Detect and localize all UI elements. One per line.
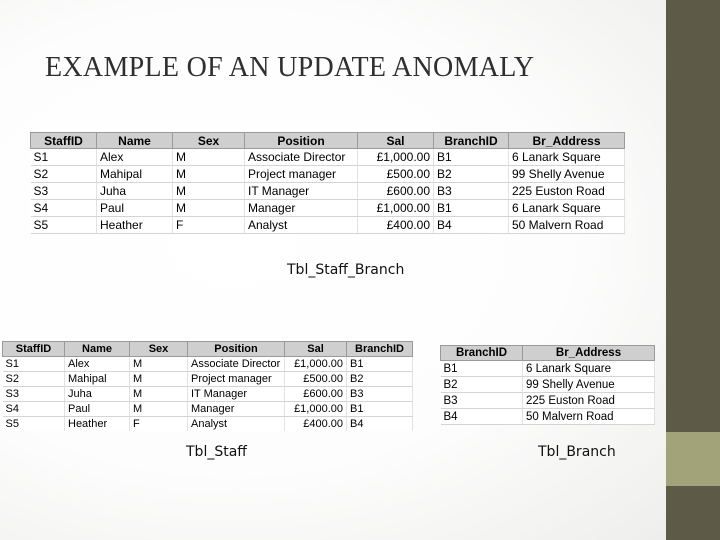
cell-branchid: B1 xyxy=(441,361,523,377)
cell-br-address: 6 Lanark Square xyxy=(523,361,655,377)
cell-br-address: 6 Lanark Square xyxy=(509,200,625,217)
cell-position: Project manager xyxy=(188,372,285,387)
table-header-row xyxy=(31,133,625,149)
table-header-row xyxy=(441,346,655,361)
cell-staffid: S3 xyxy=(31,183,97,200)
header-branchid: BranchID xyxy=(441,346,523,361)
cell-branchid: B3 xyxy=(441,393,523,409)
cell-sex: M xyxy=(130,387,188,402)
header-branchid: BranchID xyxy=(347,342,413,357)
cell-position: Manager xyxy=(188,402,285,417)
cell-br-address: 6 Lanark Square xyxy=(509,149,625,166)
cell-sex: F xyxy=(130,417,188,432)
cell-sal: £400.00 xyxy=(358,217,434,234)
header-sex: Sex xyxy=(173,133,245,149)
cell-name: Mahipal xyxy=(65,372,130,387)
cell-sal: £600.00 xyxy=(358,183,434,200)
cell-sex: M xyxy=(130,357,188,372)
header-branchid: BranchID xyxy=(434,133,509,149)
cell-position: Associate Director xyxy=(245,149,358,166)
cell-position: IT Manager xyxy=(245,183,358,200)
cell-sex: F xyxy=(173,217,245,234)
cell-branchid: B2 xyxy=(441,377,523,393)
cell-sal: £1,000.00 xyxy=(358,200,434,217)
header-name: Name xyxy=(97,133,173,149)
cell-br-address: 50 Malvern Road xyxy=(509,217,625,234)
cell-sal: £1,000.00 xyxy=(285,357,347,372)
cell-sex: M xyxy=(130,372,188,387)
header-br-address: Br_Address xyxy=(523,346,655,361)
table-row xyxy=(441,377,655,393)
cell-name: Alex xyxy=(65,357,130,372)
cell-sal: £1,000.00 xyxy=(358,149,434,166)
cell-name: Paul xyxy=(65,402,130,417)
cell-sex: M xyxy=(173,166,245,183)
staff-table xyxy=(2,341,413,431)
cell-staffid: S4 xyxy=(31,200,97,217)
cell-staffid: S5 xyxy=(3,417,65,432)
cell-position: Analyst xyxy=(188,417,285,432)
cell-staffid: S1 xyxy=(3,357,65,372)
cell-sex: M xyxy=(173,200,245,217)
cell-branchid: B1 xyxy=(434,200,509,217)
table-row xyxy=(31,149,625,166)
cell-branchid: B1 xyxy=(347,402,413,417)
cell-sal: £1,000.00 xyxy=(285,402,347,417)
cell-name: Juha xyxy=(97,183,173,200)
table-row xyxy=(31,200,625,217)
cell-branchid: B1 xyxy=(434,149,509,166)
staff-table-clip xyxy=(0,341,414,431)
cell-sal: £500.00 xyxy=(358,166,434,183)
header-br-address: Br_Address xyxy=(509,133,625,149)
cell-staffid: S5 xyxy=(31,217,97,234)
cell-br-address: 99 Shelly Avenue xyxy=(509,166,625,183)
header-position: Position xyxy=(245,133,358,149)
table-row xyxy=(31,183,625,200)
table-row xyxy=(3,387,413,402)
table-header-row xyxy=(3,342,413,357)
cell-branchid: B3 xyxy=(434,183,509,200)
cell-br-address: 225 Euston Road xyxy=(523,393,655,409)
slide-title: EXAMPLE OF AN UPDATE ANOMALY xyxy=(45,52,535,83)
cell-sal: £400.00 xyxy=(285,417,347,432)
table-row xyxy=(441,409,655,425)
header-sal: Sal xyxy=(358,133,434,149)
cell-sal: £600.00 xyxy=(285,387,347,402)
table-row xyxy=(31,217,625,234)
table-row xyxy=(3,402,413,417)
cell-sex: M xyxy=(173,149,245,166)
cell-sal: £500.00 xyxy=(285,372,347,387)
cell-sex: M xyxy=(130,402,188,417)
cell-br-address: 99 Shelly Avenue xyxy=(523,377,655,393)
cell-branchid: B2 xyxy=(434,166,509,183)
cell-name: Juha xyxy=(65,387,130,402)
table-row xyxy=(441,393,655,409)
cell-br-address: 50 Malvern Road xyxy=(523,409,655,425)
header-name: Name xyxy=(65,342,130,357)
header-sex: Sex xyxy=(130,342,188,357)
branch-caption: Tbl_Branch xyxy=(538,444,616,460)
cell-staffid: S2 xyxy=(3,372,65,387)
cell-name: Alex xyxy=(97,149,173,166)
branch-table-clip xyxy=(438,345,656,427)
cell-position: Manager xyxy=(245,200,358,217)
header-staffid: StaffID xyxy=(31,133,97,149)
cell-branchid: B1 xyxy=(347,357,413,372)
cell-name: Mahipal xyxy=(97,166,173,183)
table-row xyxy=(3,417,413,432)
table-row xyxy=(3,372,413,387)
cell-branchid: B2 xyxy=(347,372,413,387)
cell-staffid: S1 xyxy=(31,149,97,166)
staff-branch-caption: Tbl_Staff_Branch xyxy=(287,262,405,278)
cell-br-address: 225 Euston Road xyxy=(509,183,625,200)
cell-staffid: S2 xyxy=(31,166,97,183)
staff-caption: Tbl_Staff xyxy=(186,444,247,460)
cell-position: IT Manager xyxy=(188,387,285,402)
cell-position: Project manager xyxy=(245,166,358,183)
cell-name: Heather xyxy=(65,417,130,432)
cell-branchid: B3 xyxy=(347,387,413,402)
header-staffid: StaffID xyxy=(3,342,65,357)
table-row xyxy=(3,357,413,372)
header-sal: Sal xyxy=(285,342,347,357)
cell-branchid: B4 xyxy=(441,409,523,425)
header-position: Position xyxy=(188,342,285,357)
cell-branchid: B4 xyxy=(347,417,413,432)
table-row xyxy=(31,166,625,183)
staff-branch-table xyxy=(30,132,625,234)
cell-staffid: S3 xyxy=(3,387,65,402)
cell-name: Heather xyxy=(97,217,173,234)
cell-position: Associate Director xyxy=(188,357,285,372)
cell-branchid: B4 xyxy=(434,217,509,234)
cell-staffid: S4 xyxy=(3,402,65,417)
cell-sex: M xyxy=(173,183,245,200)
branch-table xyxy=(440,345,655,425)
cell-name: Paul xyxy=(97,200,173,217)
decorative-side-accent xyxy=(666,432,720,486)
cell-position: Analyst xyxy=(245,217,358,234)
table-row xyxy=(441,361,655,377)
